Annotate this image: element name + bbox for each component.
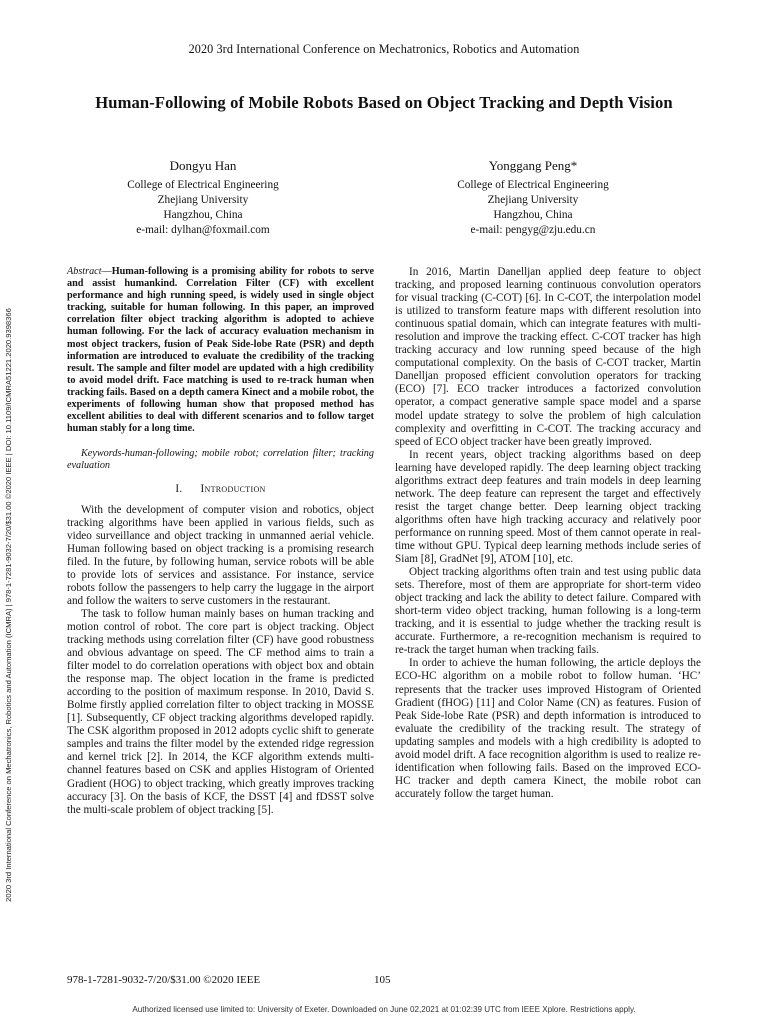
- author-name: Dongyu Han: [169, 158, 237, 173]
- author-block-1: [63, 158, 343, 238]
- author-location: Hangzhou, China: [163, 209, 243, 221]
- abstract-label: Abstract: [67, 266, 102, 277]
- body-paragraph: With the development of computer vision and robotics, object tracking algorithms have been applied in various fields, such as video surveillance and object tracking in unmanned aerial vehicle. Human following based on object tracking is a promising research filed. In the future, by following human, service robots will be able to provide lots of services and assistance. For instance, service robots follow the passengers to help carry the luggage in the airport and follow the waiters to serve customers in the restaurant.: [67, 503, 374, 607]
- author-block-2: [393, 158, 673, 238]
- author-email: e-mail: pengyg@zju.edu.cn: [470, 224, 596, 236]
- license-notice: Authorized licensed use limited to: University of Exeter. Downloaded on June 02,2021 at 01:02:39 UTC from IEEE Xplore. Restrictions apply.: [132, 1005, 636, 1014]
- author-university: Zhejiang University: [157, 194, 249, 206]
- page-number: 105: [374, 974, 391, 986]
- section-title: Introduction: [200, 482, 266, 495]
- author-name: Yonggang Peng*: [488, 158, 578, 173]
- body-paragraph: In 2016, Martin Danelljan applied deep feature to object tracking, and proposed learning continuous convolution operators for visual tracking (C-COT) [6]. In C-COT, the interpolation model is utilized to transform feature maps with different resolution into continuous spatial domain, which can integrate features with multi-resolution and improve the tracking effect. C-COT tracker has high tracking accuracy and low running speed because of the high computational complexity. On the basis of C-COT tracker, Martin Danelljan proposed efficient convolution operators for tracking (ECO) [7]. ECO tracker introduces a factorized convolution operator, a compact generative sample space model and a sparse model update strategy to solve the problem of high calculation complexity and overfitting in C-COT. The tracking accuracy and speed of ECO object tracker have been greatly improved.: [395, 266, 701, 448]
- abstract-body: Human-following is a promising ability for robots to serve and assist humankind. Correlation Filter (CF) with excellent performance and high running speed, is widely used in single object tracking, suitable for human following. In this paper, an improved correlation filter object tracking algorithm is adopted to achieve human following. For the lack of accuracy evaluation mechanism in most object trackers, fusion of Peak Side-lobe Rate (PSR) and depth information are introduced to evaluate the credibility of the tracking result. The sample and filter model are updated with a high credibility to avoid model drift. Face matching is used to re-track human when tracking fails. Based on a depth camera Kinect and a mobile robot, the experiments of following human show that proposed method has excellent abilities to deal with different scenarios and to follow target human stably for a long time.: [67, 266, 374, 435]
- abstract-dash: —: [101, 266, 112, 277]
- conference-header: 2020 3rd International Conference on Mechatronics, Robotics and Automation: [188, 42, 580, 56]
- left-column: [67, 266, 374, 817]
- abstract: [67, 266, 374, 435]
- author-email: e-mail: dylhan@foxmail.com: [136, 224, 270, 236]
- section-number: I.: [175, 482, 183, 495]
- author-affiliation: College of Electrical Engineering: [457, 179, 609, 191]
- right-column: [395, 266, 701, 801]
- body-paragraph: Object tracking algorithms often train and test using public data sets. Therefore, most of them are appropriate for short-term video object tracking and lack the ability to detect failure. Compared with short-term video object tracking, human following is a long-term tracking, and it is essential to judge whether the tracking result is accurate. Furthermore, a re-recognition mechanism is required to re-track the target human when tracking fails.: [395, 566, 701, 657]
- paper-title: Human-Following of Mobile Robots Based on Object Tracking and Depth Vision: [95, 93, 673, 112]
- keywords: Keywords-human-following; mobile robot; correlation filter; tracking evaluation: [67, 448, 374, 472]
- footer-isbn: 978-1-7281-9032-7/20/$31.00 ©2020 IEEE: [67, 974, 261, 986]
- body-paragraph: In recent years, object tracking algorithms based on deep learning have developed rapidly. The deep learning object tracking algorithms extract deep features and train models in deep learning network. The deep feature can represent the target and effectively resist the target change better. Deep learning object tracking algorithms often have high tracking accuracy and relatively poor performance on running speed. Most of them cannot operate in real-time without GPU. Typical deep learning methods include series of Siam [8], GradNet [9], ATOM [10], etc.: [395, 448, 701, 566]
- side-citation-note: 2020 3rd International Conference on Mechatronics, Robotics and Automation (ICMRA) | 978-1-7281-9032-7/20/$31.00 ©2020 IEEE | DOI: 10.1109/ICMRA51221.2020.9398366: [4, 308, 13, 902]
- author-university: Zhejiang University: [487, 194, 579, 206]
- body-paragraph: The task to follow human mainly bases on human tracking and motion control of robot. The core part is object tracking. Object tracking methods using correlation filter (CF) have good robustness and obvious advantage on speed. The CF method aims to train a filter model to do correlation operations with object box and obtain the response map. The object location in the frame is predicted according to the position of maximum response. In 2010, David S. Bolme firstly applied correlation filter to object tracking in MOSSE [1]. Subsequently, CF object tracking algorithms developed rapidly. The CSK algorithm proposed in 2012 adopts cyclic shift to generate samples and trains the filter model by the extended ridge regression and kernel trick [2]. In 2014, the KCF algorithm extends multi-channel features based on CSK and applies Histogram of Oriented Gradient (HOG) to object tracking, which greatly improves tracking accuracy [3]. On the basis of KCF, the DSST [4] and fDSST solve the multi-scale problem of object tracking [5].: [67, 607, 374, 816]
- body-paragraph: In order to achieve the human following, the article deploys the ECO-HC algorithm on a mobile robot to follow human. ‘HC’ represents that the tracker uses improved Histogram of Oriented Gradient (fHOG) [11] and Color Name (CN) as features. Fusion of Peak Side-lobe Rate (PSR) and depth information is introduced to evaluate the credibility of the tracking result. The strategy of updating samples and models with a high credibility is adopted to avoid model drift. A face recognition algorithm is used to realize re-identification when following fails. Based on the improved ECO-HC tracker and depth camera Kinect, the mobile robot can accurately follow the target human.: [395, 657, 701, 800]
- author-affiliation: College of Electrical Engineering: [127, 179, 279, 191]
- section-heading-introduction: [67, 483, 374, 496]
- author-location: Hangzhou, China: [493, 209, 573, 221]
